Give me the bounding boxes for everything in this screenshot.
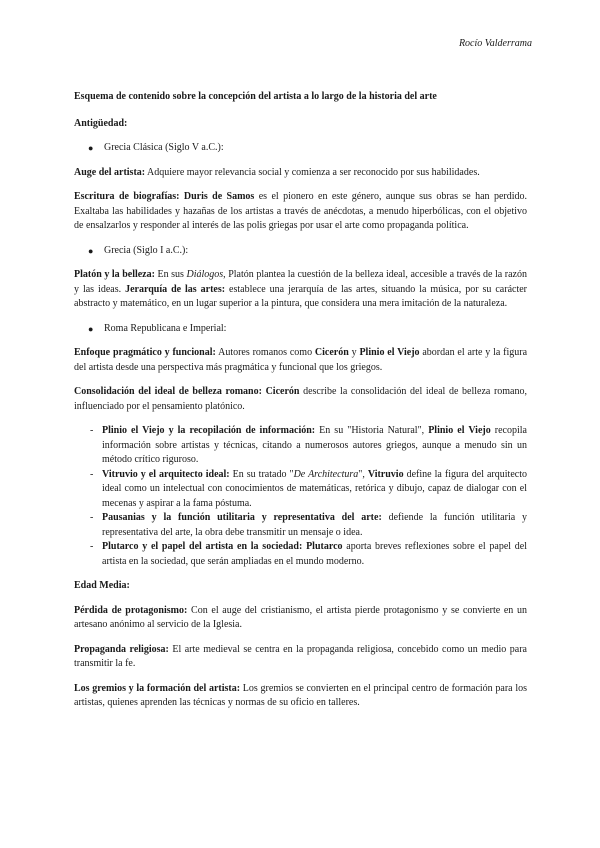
work-title: De Architectura	[293, 468, 359, 480]
paragraph-text: En su "Historia Natural",	[315, 425, 429, 436]
paragraph-text: y	[348, 347, 360, 358]
person-name: Vitruvio	[367, 468, 404, 480]
list-item-text	[102, 468, 527, 512]
document-body	[74, 90, 527, 721]
list-item	[74, 511, 527, 540]
paragraph-text: El arte medieval se centra en la propaganda religiosa, concebido como un medio para transmitir la fe.	[74, 643, 527, 669]
paragraph-text: establece una jerarquía de las artes, situando la música, por su carácter abstracto y matemático, en un lugar superior a la pintura, que considera una mera imitación de la naturaleza.	[74, 283, 527, 309]
paragraph-text: Con el auge del cristianismo, el artista pierde protagonismo y se convierte en un artesano anónimo al servicio de la Iglesia.	[74, 604, 527, 630]
paragraph-text: , Platón plantea la cuestión de la belleza ideal, accesible a través de la razón y las ideas.	[74, 269, 527, 295]
bullet-item	[88, 322, 527, 337]
dash-marker: -	[90, 541, 94, 552]
term-label: Jerarquía de las artes:	[125, 283, 226, 295]
paragraph-text: En su tratado "	[229, 468, 294, 480]
paragraph-propaganda	[74, 643, 527, 672]
paragraph-text: defiende la función utilitaria y representativa del arte, la obra debe transmitir un mensaje o idea.	[102, 512, 527, 538]
dash-marker: -	[90, 468, 94, 480]
paragraph-consolidacion	[74, 385, 527, 414]
term-label: Los gremios y la formación del artista:	[74, 682, 241, 694]
bullet-icon: ●	[88, 323, 94, 334]
paragraph-text: Autores romanos como	[215, 347, 315, 358]
bullet-icon: ●	[88, 245, 94, 256]
document-title: Esquema de contenido sobre la concepción del artista a lo largo de la historia del arte	[74, 91, 437, 102]
term-label: Vitruvio y el arquitecto ideal:	[102, 468, 230, 480]
section-heading-edad-media: Edad Media:	[74, 580, 130, 591]
person-name: Cicerón	[265, 386, 300, 397]
term-label: Propaganda religiosa:	[74, 643, 169, 655]
term-label: Plutarco y el papel del artista en la sociedad:	[102, 541, 303, 552]
list-item	[74, 468, 527, 512]
term-label: Pérdida de protagonismo:	[74, 604, 188, 616]
author-name: Rocío Valderrama	[458, 38, 532, 49]
paragraph-text: ",	[358, 468, 368, 480]
term-label: Platón y la belleza:	[74, 269, 155, 280]
term-label: Plinio el Viejo y la recopilación de información:	[102, 425, 316, 436]
paragraph-text: aporta breves reflexiones sobre el papel del artista en la sociedad, que serán ampliadas en el mundo moderno.	[102, 541, 528, 567]
dash-marker: -	[90, 425, 94, 436]
bullet-item	[88, 141, 527, 156]
paragraph-auge	[74, 166, 527, 181]
paragraph-text: Adquiere mayor relevancia social y comienza a ser reconocido por sus habilidades.	[145, 166, 480, 178]
dash-marker: -	[90, 512, 94, 523]
bullet-text: Grecia (Siglo I a.C.):	[104, 244, 189, 256]
list-item-text	[102, 540, 527, 569]
bullet-icon: ●	[88, 143, 94, 153]
paragraph-text: es el pionero en este género, aunque sus obras se han perdido. Exaltaba las habilidades y hazañas de los artistas a través de anécdotas, a menudo hiperbólicas, con el objetivo de ensalzarlos y responder al interés de las polis griegas por usar el arte como propaganda política.	[74, 191, 528, 231]
person-name: Plutarco	[306, 541, 343, 552]
term-label: Enfoque pragmático y funcional:	[74, 347, 216, 358]
paragraph-perdida	[74, 604, 527, 633]
paragraph-escritura	[74, 190, 527, 234]
bullet-text: Roma Republicana e Imperial:	[104, 322, 227, 334]
paragraph-text: define la figura del arquitecto ideal como un intelectual con conocimientos de matemáticas, retórica y dibujo, capaz de dialogar con el mecenas y aspirar a la fama póstuma.	[102, 468, 527, 509]
paragraph-enfoque	[74, 346, 527, 375]
dash-list	[74, 424, 527, 569]
list-item-text	[102, 424, 527, 468]
person-name: Cicerón	[314, 347, 349, 358]
term-label: Auge del artista:	[74, 166, 146, 178]
paragraph-text: describe la consolidación del ideal de belleza romano, influenciado por el pensamiento platónico.	[74, 386, 527, 412]
paragraph-text: abordan el arte y la figura del artista desde una perspectiva más pragmática y funcional que los griegos.	[74, 347, 528, 373]
bullet-text: Grecia Clásica (Siglo V a.C.):	[104, 142, 224, 153]
term-label: Consolidación del ideal de belleza romano:	[74, 386, 262, 397]
paragraph-text: recopila información sobre artistas y técnicas, citando a numerosos autores griegos, aunque a menudo sin un método crítico riguroso.	[102, 425, 527, 465]
paragraph-text: En sus	[154, 269, 187, 280]
term-label: Pausanias y la función utilitaria y representativa del arte:	[102, 512, 382, 523]
work-title: Diálogos	[186, 269, 224, 280]
term-label: Escritura de biografías:	[74, 191, 180, 202]
list-item	[74, 424, 527, 468]
person-name: Duris de Samos	[183, 191, 255, 202]
paragraph-platon	[74, 268, 527, 312]
list-item	[74, 540, 527, 569]
list-item-text	[102, 511, 527, 540]
section-heading-antiguedad: Antigüedad:	[74, 117, 128, 129]
paragraph-gremios	[74, 682, 527, 711]
bullet-item	[88, 244, 527, 259]
paragraph-text: Los gremios se convierten en el principal centro de formación para los artistas, quienes aprenden las técnicas y normas de su oficio en talleres.	[74, 682, 527, 708]
person-name: Plinio el Viejo	[359, 347, 420, 358]
person-name: Plinio el Viejo	[428, 425, 491, 436]
